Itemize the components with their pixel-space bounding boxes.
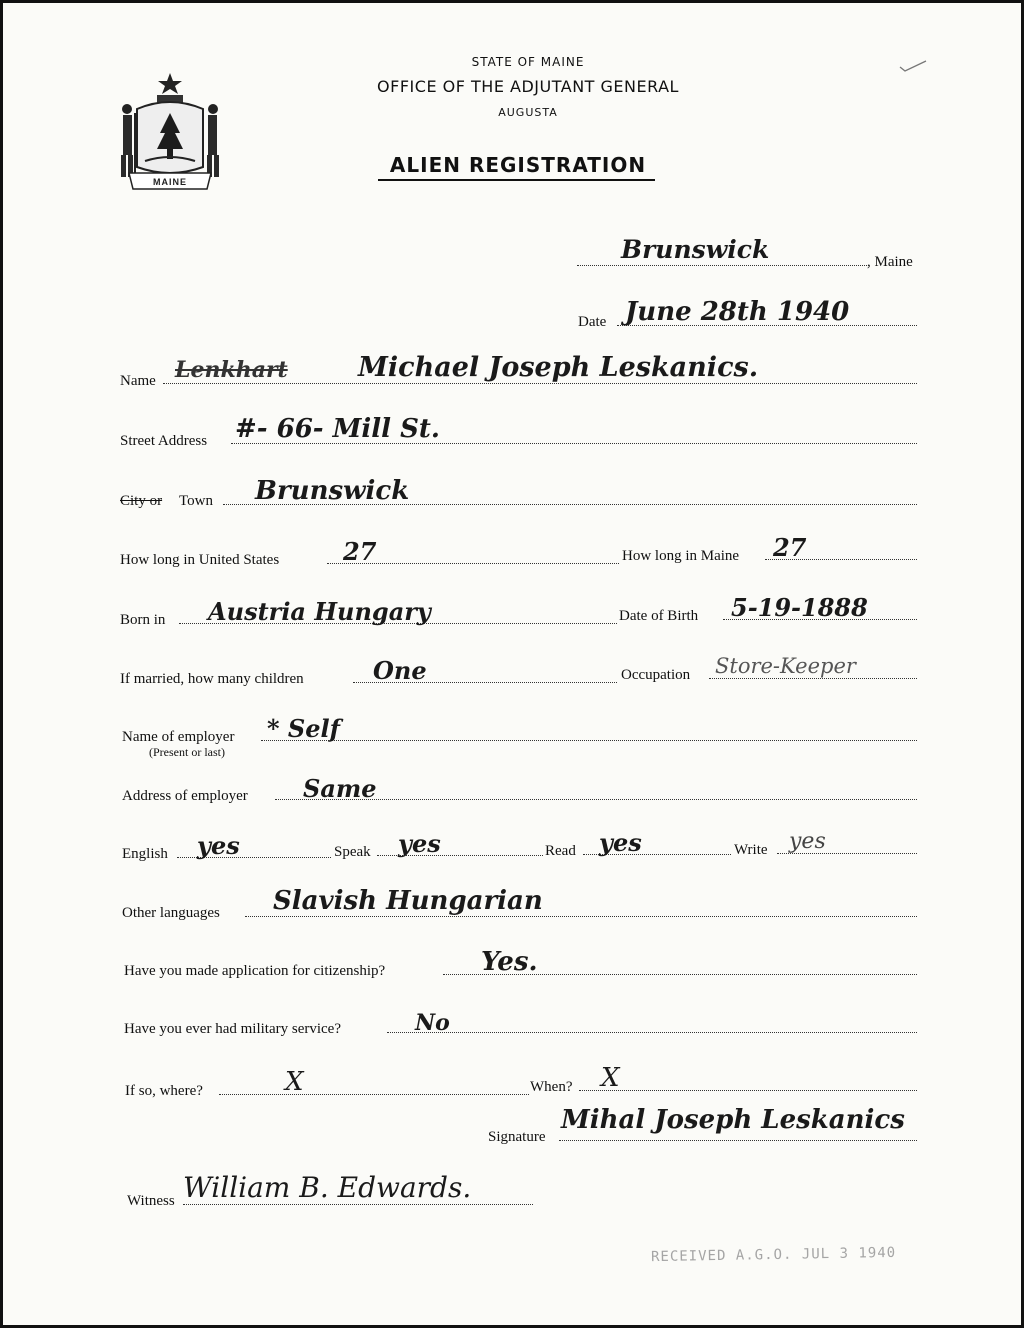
read-label: Read bbox=[545, 843, 576, 859]
check-mark-icon bbox=[898, 58, 928, 74]
occupation-line bbox=[709, 678, 917, 679]
speak-label: Speak bbox=[334, 844, 371, 860]
english-label: English bbox=[122, 846, 168, 862]
date-label: Date bbox=[578, 314, 607, 330]
street-address-label: Street Address bbox=[120, 433, 208, 449]
city-struck-label: City or bbox=[120, 493, 163, 509]
other-languages-value: Slavish Hungarian bbox=[273, 886, 543, 916]
citizenship-value: Yes. bbox=[481, 947, 538, 977]
witness-label: Witness bbox=[127, 1193, 175, 1209]
other-languages-line bbox=[245, 916, 917, 917]
date-of-birth-value: 5-19-1888 bbox=[731, 593, 868, 622]
born-in-label: Born in bbox=[120, 612, 166, 628]
other-languages-label: Other languages bbox=[122, 905, 220, 921]
how-long-us-value: 27 bbox=[343, 537, 377, 566]
employer-address-label: Address of employer bbox=[122, 788, 248, 804]
name-value: Michael Joseph Leskanics. bbox=[358, 352, 759, 383]
seal-banner-text: MAINE bbox=[153, 177, 187, 187]
occupation-label: Occupation bbox=[621, 667, 691, 683]
how-long-us-label: How long in United States bbox=[120, 552, 280, 568]
title-underline bbox=[378, 179, 655, 181]
born-in-value: Austria Hungary bbox=[208, 597, 431, 626]
english-value: yes bbox=[197, 831, 240, 860]
header-state: STATE OF MAINE bbox=[471, 55, 585, 69]
maine-state-seal-icon bbox=[115, 69, 225, 194]
town-label: Town bbox=[179, 493, 213, 509]
occupation-value: Store-Keeper bbox=[715, 654, 856, 678]
when-value: X bbox=[601, 1063, 620, 1093]
page-title: ALIEN REGISTRATION bbox=[389, 153, 647, 177]
how-long-maine-label: How long in Maine bbox=[622, 548, 740, 564]
received-stamp: RECEIVED A.G.O. JUL 3 1940 bbox=[650, 1244, 897, 1266]
witness-line bbox=[183, 1204, 533, 1205]
signature-line bbox=[559, 1140, 917, 1141]
military-line bbox=[387, 1032, 917, 1033]
employer-sublabel: (Present or last) bbox=[149, 745, 225, 759]
street-address-value: #- 66- Mill St. bbox=[235, 414, 440, 444]
employer-label: Name of employer bbox=[122, 729, 235, 745]
employer-line bbox=[261, 740, 917, 741]
when-line bbox=[579, 1090, 917, 1091]
children-label: If married, how many children bbox=[120, 671, 304, 687]
citizenship-label: Have you made application for citizenship? bbox=[124, 963, 386, 979]
employer-address-value: Same bbox=[303, 774, 377, 803]
signature-value: Mihal Joseph Leskanics bbox=[561, 1105, 905, 1135]
name-line bbox=[163, 383, 917, 384]
military-label: Have you ever had military service? bbox=[124, 1021, 341, 1037]
when-label: When? bbox=[530, 1079, 573, 1095]
where-value: X bbox=[285, 1067, 304, 1097]
how-long-maine-value: 27 bbox=[773, 533, 807, 562]
town-value: Brunswick bbox=[255, 476, 410, 506]
write-label: Write bbox=[734, 842, 768, 858]
date-of-birth-label: Date of Birth bbox=[619, 608, 699, 624]
header-city: AUGUSTA bbox=[498, 106, 558, 119]
children-value: One bbox=[373, 656, 427, 685]
where-label: If so, where? bbox=[125, 1083, 203, 1099]
employer-value: * Self bbox=[267, 714, 340, 743]
name-label: Name bbox=[120, 373, 156, 389]
read-value: yes bbox=[599, 828, 642, 857]
write-value: yes bbox=[789, 829, 826, 854]
town-header-line bbox=[577, 265, 867, 266]
town-header-value: Brunswick bbox=[621, 235, 770, 264]
speak-value: yes bbox=[398, 829, 441, 858]
military-value: No bbox=[415, 1010, 450, 1036]
town-header-suffix: , Maine bbox=[867, 254, 913, 270]
header-office: OFFICE OF THE ADJUTANT GENERAL bbox=[377, 77, 679, 96]
where-line bbox=[219, 1094, 529, 1095]
name-struck-value: Lenkhart bbox=[175, 357, 288, 383]
date-value: June 28th 1940 bbox=[625, 297, 850, 327]
witness-value: William B. Edwards. bbox=[183, 1171, 472, 1204]
signature-label: Signature bbox=[488, 1129, 546, 1145]
